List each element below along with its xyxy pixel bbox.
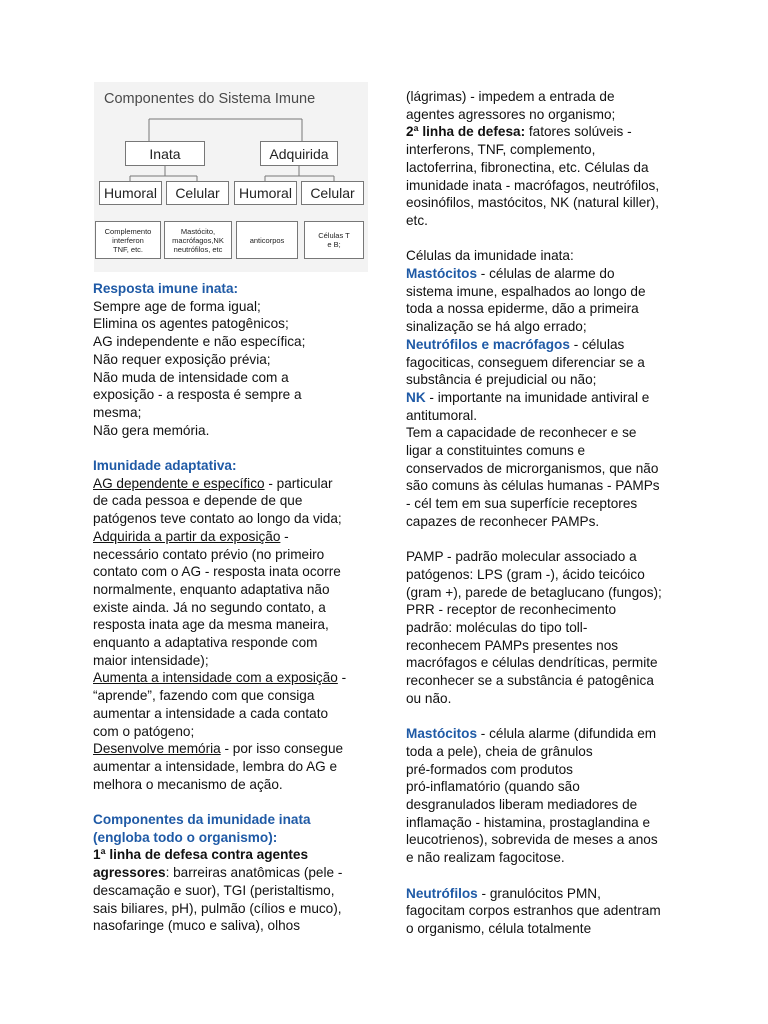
text-line xyxy=(406,885,681,903)
text-line: são comuns às células humanas - PAMPs xyxy=(406,478,660,494)
humoral-inata-box xyxy=(99,181,162,205)
text-line: maior intensidade); xyxy=(93,652,209,668)
text-fragment: fatores solúveis - xyxy=(525,124,632,140)
text-line: normalmente, enquanto adaptativa não xyxy=(93,581,330,597)
text-line: melhora o mecanismo de ação. xyxy=(93,776,283,792)
humoral-inata-detail-box xyxy=(95,221,161,259)
text-line: e não realizam fagocitose. xyxy=(406,850,565,866)
resposta-inata-list xyxy=(93,298,368,440)
text-line: enquanto a adaptativa responde com xyxy=(93,635,318,651)
text-line: com o patógeno; xyxy=(93,723,195,739)
text-line: sinalização se há algo errado; xyxy=(406,319,587,335)
text-line: ou não. xyxy=(406,690,452,706)
text-line: contato com o AG - resposta inata ocorre xyxy=(93,564,341,580)
text-line: exposição - a resposta é sempre a xyxy=(93,387,302,403)
text-fragment: - granulócitos PMN, xyxy=(477,885,601,901)
detail-line: Complemento xyxy=(104,226,152,236)
section-heading-componentes-2: (engloba todo o organismo): xyxy=(93,829,278,845)
text-fragment: - células de alarme do xyxy=(477,266,615,282)
text-line: Tem a capacidade de reconhecer e se xyxy=(406,425,637,441)
text-line: mesma; xyxy=(93,404,142,420)
section-heading-componentes: Componentes da imunidade inata xyxy=(93,812,311,828)
humoral-inata-label: Humoral xyxy=(104,185,157,201)
highlight-term: NK xyxy=(406,389,426,405)
text-line xyxy=(93,669,368,687)
text-line: eosinófilos, mastócitos, NK (natural killer), xyxy=(406,195,660,211)
text-line: fagociticas, conseguem diferenciar se a xyxy=(406,354,645,370)
underlined-term: AG dependente e específico xyxy=(93,475,265,491)
underlined-term: Aumenta a intensidade com a exposição xyxy=(93,670,338,686)
detail-line: macrófagos,NK xyxy=(172,235,224,245)
text-fragment: - particular xyxy=(264,475,333,491)
bold-term: 2ª linha de defesa: xyxy=(406,124,526,140)
text-line: sistema imune, espalhados ao longo de xyxy=(406,283,646,299)
text-line: substância é prejudicial ou não; xyxy=(406,372,597,388)
text-line: resposta inata age da mesma maneira, xyxy=(93,617,329,633)
underlined-term: Desenvolve memória xyxy=(93,741,221,757)
celular-adquirida-detail-box xyxy=(304,221,364,259)
text-fragment: : barreiras anatômicas (pele - xyxy=(165,865,343,881)
detail-line: e B; xyxy=(327,240,341,249)
text-line: capazes de reconhecer PAMPs. xyxy=(406,513,600,529)
text-line: AG independente e não específica; xyxy=(93,334,306,350)
text-line xyxy=(93,475,368,493)
text-line: fagocitam corpos estranhos que adentram xyxy=(406,903,661,919)
text-line: necessário contato prévio (no primeiro xyxy=(93,546,325,562)
text-line: - cél tem em sua superfície receptores xyxy=(406,496,638,512)
text-line: de cada pessoa e depende de que xyxy=(93,493,303,509)
highlight-term: Neutrófilos e macrófagos xyxy=(406,336,570,352)
right-column xyxy=(406,88,681,938)
text-line: patógenos teve contato ao longo da vida; xyxy=(93,511,342,527)
section-heading-imunidade-adaptativa: Imunidade adaptativa: xyxy=(93,458,237,474)
celular-inata-box xyxy=(166,181,229,205)
text-line: toda a nossa epiderme, dão a primeira xyxy=(406,301,639,317)
humoral-adquirida-label: Humoral xyxy=(239,185,292,201)
detail-line: anticorpos xyxy=(249,235,285,245)
text-line: etc. xyxy=(406,212,428,228)
detail-line: Mastócito, xyxy=(180,226,216,236)
text-line: existe ainda. Já no segundo contato, a xyxy=(93,599,326,615)
detail-line: Células T xyxy=(318,231,350,240)
text-fragment: - por isso consegue xyxy=(220,741,344,757)
text-line: imunidade inata - macrófagos, neutrófilos, xyxy=(406,177,660,193)
text-line: Não gera memória. xyxy=(93,422,210,438)
text-fragment: - importante na imunidade antiviral e xyxy=(425,389,650,405)
immune-system-diagram xyxy=(94,82,368,272)
text-line xyxy=(406,389,681,407)
text-line: Sempre age de forma igual; xyxy=(93,298,261,314)
adquirida-box xyxy=(260,141,338,166)
detail-line: neutrófilos, etc xyxy=(173,244,223,254)
underlined-term: Adquirida a partir da exposição xyxy=(93,528,281,544)
diagram-title: Componentes do Sistema Imune xyxy=(104,91,316,107)
text-line: Células da imunidade inata: xyxy=(406,248,574,264)
highlight-term: Neutrófilos xyxy=(406,885,478,901)
text-line: macrófagos e células dendríticas, permite xyxy=(406,655,658,671)
section-heading-resposta-inata: Resposta imune inata: xyxy=(93,281,239,296)
text-line: desgranulados liberam mediadores de xyxy=(406,797,638,813)
text-line: o organismo, célula totalmente xyxy=(406,920,592,936)
text-line xyxy=(406,123,681,141)
text-fragment: - célula alarme (difundida em xyxy=(477,726,657,742)
celular-adquirida-label: Celular xyxy=(310,185,355,201)
text-line: ligar a constituintes comuns e xyxy=(406,443,586,459)
bold-term: agressores xyxy=(93,865,166,881)
text-line: PAMP - padrão molecular associado a xyxy=(406,549,637,565)
text-line: inflamação - histamina, prostaglandina e xyxy=(406,814,651,830)
text-line: Elimina os agentes patogênicos; xyxy=(93,316,289,332)
highlight-term: Mastócitos xyxy=(406,266,478,282)
celular-adquirida-box xyxy=(301,181,364,205)
text-line: antitumoral. xyxy=(406,407,478,423)
text-line: aumentar a intensidade, lembra do AG e xyxy=(93,758,338,774)
text-line: toda a pele), cheia de grânulos xyxy=(406,743,593,759)
text-fragment: - xyxy=(280,528,289,544)
text-line: Não muda de intensidade com a xyxy=(93,369,289,385)
text-line xyxy=(406,336,681,354)
text-fragment: - xyxy=(337,670,347,686)
highlight-term: Mastócitos xyxy=(406,726,478,742)
text-line: agentes agressores no organismo; xyxy=(406,106,616,122)
text-line xyxy=(406,265,681,283)
celular-inata-detail-box xyxy=(164,221,232,259)
text-line xyxy=(93,740,368,758)
adquirida-label: Adquirida xyxy=(269,145,329,162)
humoral-adquirida-detail-box xyxy=(236,221,298,259)
text-line: pró-inflamatório (quando são xyxy=(406,779,580,795)
text-line: interferons, TNF, complemento, xyxy=(406,142,596,158)
text-line: lactoferrina, fibronectina, etc. Células da xyxy=(406,159,649,175)
text-line xyxy=(406,725,681,743)
humoral-adquirida-box xyxy=(234,181,297,205)
text-line xyxy=(93,864,368,882)
inata-label: Inata xyxy=(149,145,181,162)
text-line: reconhecem PAMPs presentes nos xyxy=(406,637,619,653)
text-line: sais biliares, pH), pulmão (cílios e muco), xyxy=(93,900,342,916)
text-line: PRR - receptor de reconhecimento xyxy=(406,602,617,618)
text-line: patógenos: LPS (gram -), ácido teicóico xyxy=(406,566,645,582)
text-line: (gram +), parede de betaglucano (fungos); xyxy=(406,584,662,600)
text-line: pré-formados com produtos xyxy=(406,761,573,777)
detail-line: TNF, etc. xyxy=(112,244,143,254)
text-line xyxy=(93,528,368,546)
celular-inata-label: Celular xyxy=(175,185,220,201)
text-line: leucotrienos), sobrevida de meses a anos xyxy=(406,832,658,848)
text-line: aumentar a intensidade a cada contato xyxy=(93,705,329,721)
inata-box xyxy=(125,141,205,166)
text-line: 1ª linha de defesa contra agentes xyxy=(93,847,309,863)
text-line: reconhecer se a substância é patogênica xyxy=(406,673,654,689)
text-fragment: - células xyxy=(569,336,625,352)
text-line: padrão: moléculas do tipo toll- xyxy=(406,620,588,636)
text-line: descamação e suor), TGI (peristaltismo, xyxy=(93,882,335,898)
text-line: conservados de microrganismos, que não xyxy=(406,460,659,476)
text-line: Não requer exposição prévia; xyxy=(93,351,271,367)
text-line: (lágrimas) - impedem a entrada de xyxy=(406,89,615,104)
detail-line: interferon xyxy=(112,235,144,245)
text-line: “aprende”, fazendo com que consiga xyxy=(93,688,315,704)
text-line: nasofaringe (muco e saliva), olhos xyxy=(93,918,301,934)
left-column xyxy=(93,280,368,935)
